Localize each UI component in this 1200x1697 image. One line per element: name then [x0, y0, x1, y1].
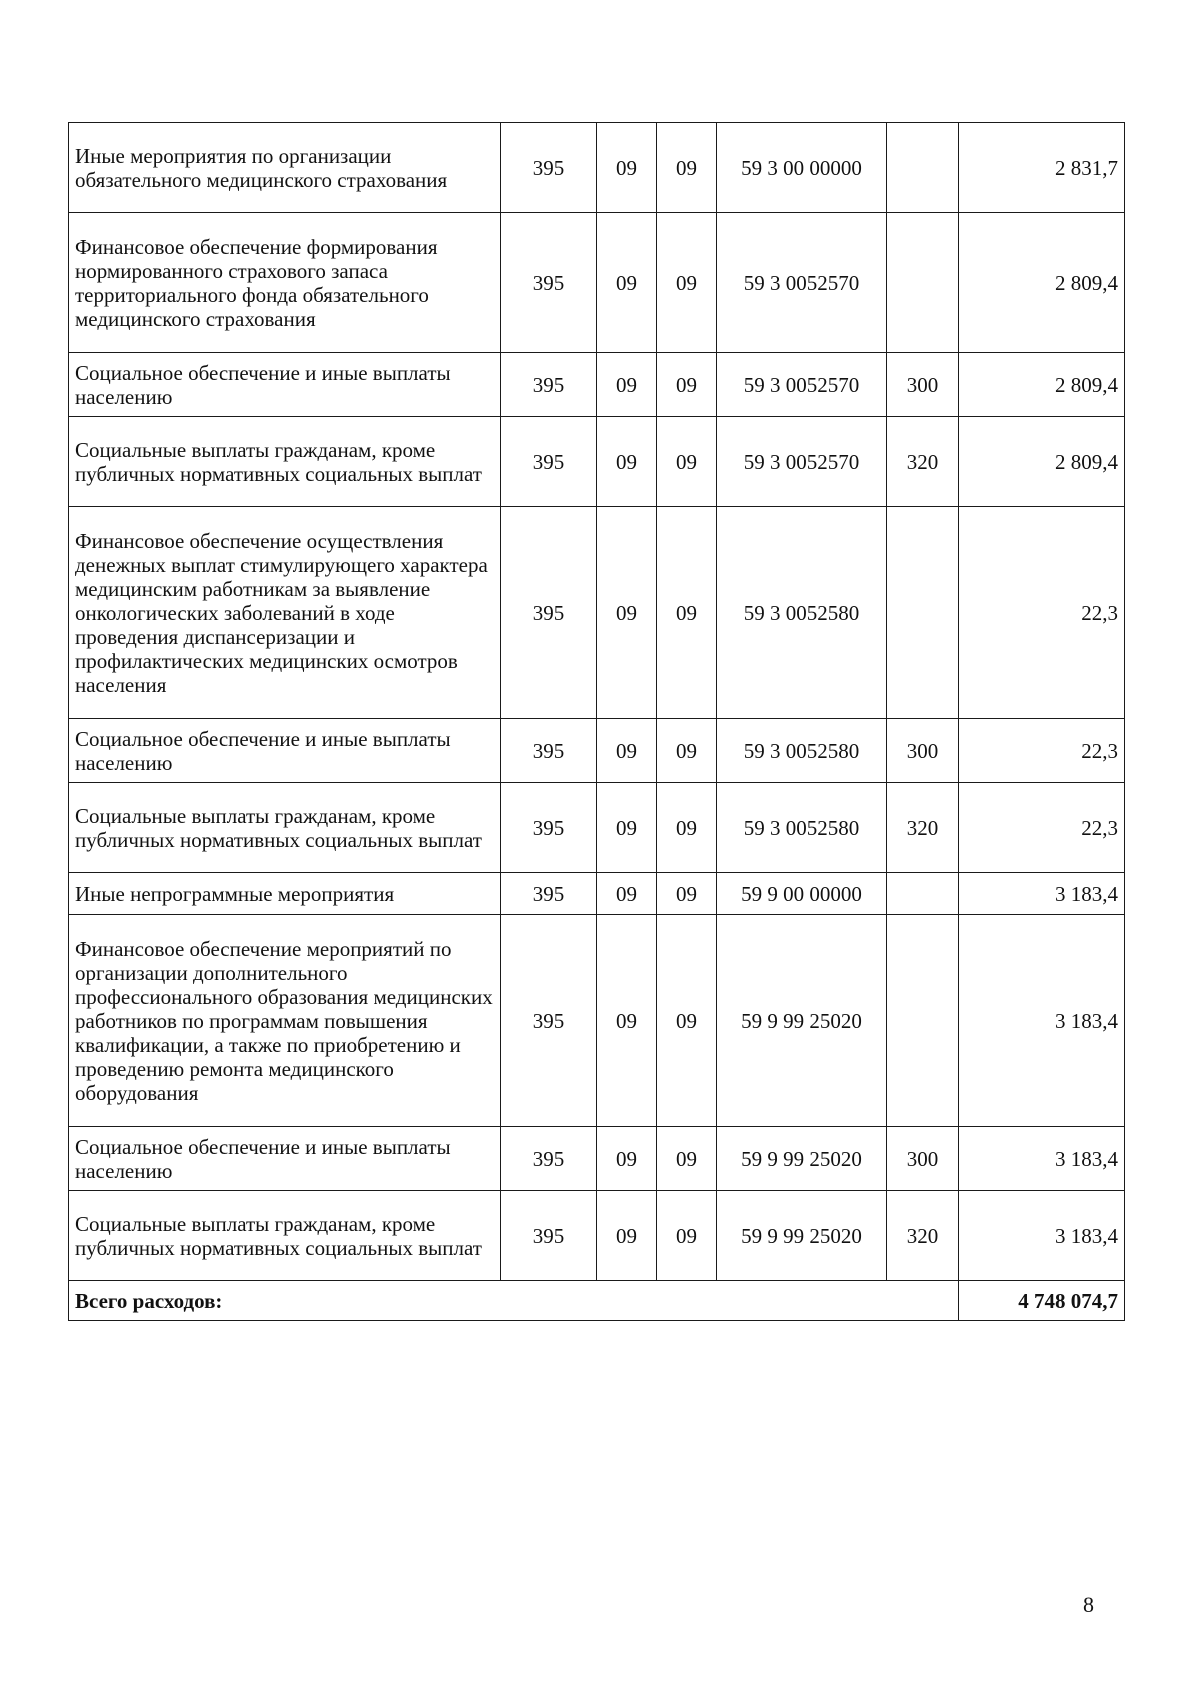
- cell-sum: 3 183,4: [959, 1127, 1125, 1191]
- cell-sum: 22,3: [959, 507, 1125, 719]
- table-row: [69, 719, 1125, 783]
- cell-pr: 09: [657, 507, 717, 719]
- cell-csr: 59 3 0052570: [717, 417, 887, 507]
- cell-sum: 22,3: [959, 719, 1125, 783]
- cell-pr: 09: [657, 1191, 717, 1281]
- cell-rz: 09: [597, 123, 657, 213]
- table-row: [69, 123, 1125, 213]
- cell-pr: 09: [657, 783, 717, 873]
- cell-vr: [887, 915, 959, 1127]
- cell-name: Финансовое обеспечение мероприятий по организации дополнительного профессионального образования медицинских работников по программам повышения квалификации, а также по приобретению и проведению ремонта медицинского оборудования: [69, 915, 501, 1127]
- cell-name: Социальные выплаты гражданам, кроме публичных нормативных социальных выплат: [69, 783, 501, 873]
- cell-csr: 59 9 00 00000: [717, 873, 887, 915]
- cell-vr: 320: [887, 783, 959, 873]
- cell-rz: 09: [597, 1127, 657, 1191]
- page-number: 8: [1083, 1592, 1094, 1617]
- cell-csr: 59 3 0052570: [717, 353, 887, 417]
- cell-sum: 2 831,7: [959, 123, 1125, 213]
- cell-name: Иные мероприятия по организации обязательного медицинского страхования: [69, 123, 501, 213]
- cell-name: Финансовое обеспечение формирования нормированного страхового запаса территориального фонда обязательного медицинского страхования: [69, 213, 501, 353]
- cell-vr: 320: [887, 417, 959, 507]
- cell-ved: 395: [501, 873, 597, 915]
- cell-ved: 395: [501, 719, 597, 783]
- cell-pr: 09: [657, 1127, 717, 1191]
- table-row: [69, 1191, 1125, 1281]
- cell-ved: 395: [501, 353, 597, 417]
- table-row: [69, 353, 1125, 417]
- cell-vr: 300: [887, 719, 959, 783]
- cell-name: Социальное обеспечение и иные выплаты населению: [69, 353, 501, 417]
- cell-name: Социальное обеспечение и иные выплаты населению: [69, 1127, 501, 1191]
- cell-vr: [887, 873, 959, 915]
- cell-sum: 3 183,4: [959, 1191, 1125, 1281]
- cell-rz: 09: [597, 915, 657, 1127]
- cell-sum: 2 809,4: [959, 213, 1125, 353]
- cell-csr: 59 9 99 25020: [717, 915, 887, 1127]
- cell-sum: 3 183,4: [959, 873, 1125, 915]
- cell-rz: 09: [597, 719, 657, 783]
- cell-vr: 320: [887, 1191, 959, 1281]
- cell-vr: [887, 123, 959, 213]
- cell-sum: 2 809,4: [959, 417, 1125, 507]
- cell-pr: 09: [657, 353, 717, 417]
- cell-pr: 09: [657, 417, 717, 507]
- cell-pr: 09: [657, 213, 717, 353]
- cell-ved: 395: [501, 507, 597, 719]
- total-label: Всего расходов:: [69, 1281, 959, 1321]
- cell-sum: 2 809,4: [959, 353, 1125, 417]
- cell-rz: 09: [597, 873, 657, 915]
- cell-name: Иные непрограммные мероприятия: [69, 873, 501, 915]
- cell-vr: 300: [887, 353, 959, 417]
- cell-name: Социальные выплаты гражданам, кроме публичных нормативных социальных выплат: [69, 417, 501, 507]
- cell-name: Социальные выплаты гражданам, кроме публичных нормативных социальных выплат: [69, 1191, 501, 1281]
- cell-rz: 09: [597, 783, 657, 873]
- cell-csr: 59 9 99 25020: [717, 1191, 887, 1281]
- cell-sum: 22,3: [959, 783, 1125, 873]
- cell-vr: 300: [887, 1127, 959, 1191]
- cell-csr: 59 3 0052580: [717, 783, 887, 873]
- cell-ved: 395: [501, 1127, 597, 1191]
- cell-ved: 395: [501, 783, 597, 873]
- table-row: [69, 417, 1125, 507]
- cell-ved: 395: [501, 213, 597, 353]
- expenditure-table: [68, 122, 1125, 1321]
- total-row: [69, 1281, 1125, 1321]
- cell-ved: 395: [501, 1191, 597, 1281]
- cell-sum: 3 183,4: [959, 915, 1125, 1127]
- cell-pr: 09: [657, 873, 717, 915]
- cell-csr: 59 3 0052580: [717, 507, 887, 719]
- cell-name: Социальное обеспечение и иные выплаты населению: [69, 719, 501, 783]
- table-row: [69, 873, 1125, 915]
- cell-vr: [887, 213, 959, 353]
- cell-pr: 09: [657, 719, 717, 783]
- cell-csr: 59 3 0052580: [717, 719, 887, 783]
- cell-ved: 395: [501, 123, 597, 213]
- cell-ved: 395: [501, 915, 597, 1127]
- cell-name: Финансовое обеспечение осуществления денежных выплат стимулирующего характера медицинским работникам за выявление онкологических заболеваний в ходе проведения диспансеризации и профилактических медицинских осмотров населения: [69, 507, 501, 719]
- cell-rz: 09: [597, 1191, 657, 1281]
- cell-ved: 395: [501, 417, 597, 507]
- cell-csr: 59 3 0052570: [717, 213, 887, 353]
- cell-pr: 09: [657, 123, 717, 213]
- cell-csr: 59 3 00 00000: [717, 123, 887, 213]
- cell-csr: 59 9 99 25020: [717, 1127, 887, 1191]
- table-row: [69, 915, 1125, 1127]
- cell-rz: 09: [597, 417, 657, 507]
- table-row: [69, 213, 1125, 353]
- cell-rz: 09: [597, 507, 657, 719]
- total-value: 4 748 074,7: [959, 1281, 1125, 1321]
- table-row: [69, 1127, 1125, 1191]
- cell-rz: 09: [597, 353, 657, 417]
- cell-pr: 09: [657, 915, 717, 1127]
- cell-vr: [887, 507, 959, 719]
- table-row: [69, 783, 1125, 873]
- cell-rz: 09: [597, 213, 657, 353]
- table-row: [69, 507, 1125, 719]
